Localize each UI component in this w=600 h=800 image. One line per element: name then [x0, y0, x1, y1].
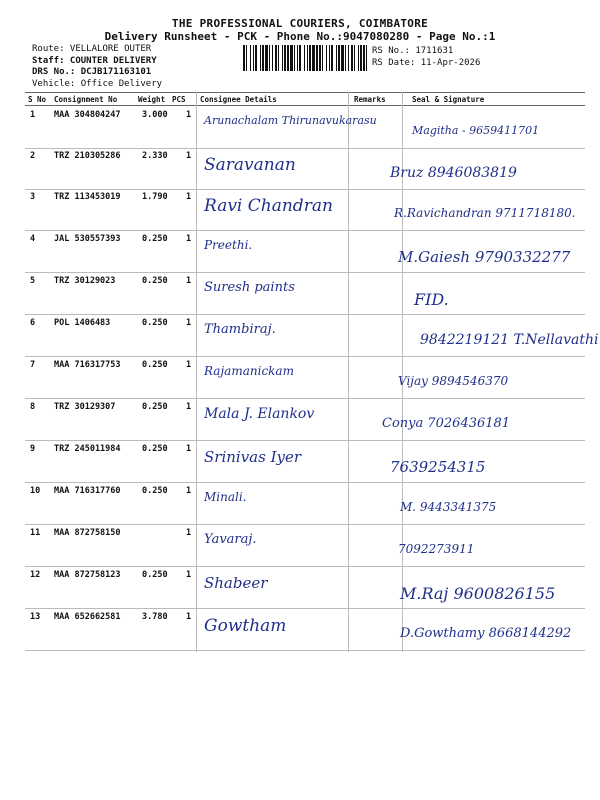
row-divider [25, 230, 585, 231]
barcode-bar [345, 45, 346, 71]
row-divider [25, 440, 585, 441]
row-consignee-handwritten: Gowtham [204, 616, 287, 636]
barcode-bar [360, 45, 362, 71]
row-consignee-handwritten: Shabeer [204, 574, 268, 592]
col-header-consignment: Consignment No [54, 95, 118, 104]
barcode-bar [287, 45, 289, 71]
row-sno: 2 [30, 151, 36, 161]
barcode-bar [363, 45, 365, 71]
row-consignee-handwritten: Yavaraj. [204, 532, 257, 547]
barcode-bar [297, 45, 298, 71]
row-consignee-handwritten: Mala J. Elankov [204, 406, 315, 422]
row-consignment-number: MAA 716317760 [54, 486, 121, 496]
row-pcs: 1 [186, 318, 192, 328]
row-seal-signature: 7092273911 [398, 542, 475, 556]
row-pcs: 1 [186, 151, 192, 161]
row-divider [25, 650, 585, 651]
row-weight: 0.250 [142, 402, 168, 412]
rs-date: RS Date: 11-Apr-2026 [372, 57, 481, 68]
barcode-bar [309, 45, 311, 71]
row-consignment-number: MAA 652662581 [54, 612, 121, 622]
row-weight: 2.330 [142, 151, 168, 161]
row-weight: 0.250 [142, 444, 168, 454]
row-sno: 4 [30, 234, 36, 244]
row-sno: 7 [30, 360, 36, 370]
col-divider-consignee [196, 92, 197, 652]
row-divider [25, 356, 585, 357]
barcode-bar [269, 45, 270, 71]
row-weight: 0.250 [142, 486, 168, 496]
row-sno: 8 [30, 402, 36, 412]
row-weight: 0.250 [142, 318, 168, 328]
barcode-bar [348, 45, 349, 71]
col-divider-remarks [348, 92, 349, 652]
row-sno: 13 [30, 612, 41, 622]
row-divider [25, 398, 585, 399]
row-sno: 1 [30, 110, 36, 120]
row-consignee-handwritten: Preethi. [204, 238, 253, 252]
row-seal-signature: D.Gowthamy 8668144292 [400, 626, 572, 641]
barcode-bar [316, 45, 318, 71]
row-pcs: 1 [186, 570, 192, 580]
row-seal-signature: Conya 7026436181 [382, 416, 511, 431]
row-consignee-handwritten: Saravanan [204, 155, 296, 175]
table-header-rule [25, 105, 585, 106]
barcode-bar [351, 45, 353, 71]
vehicle-label: Vehicle: Office Delivery [32, 78, 163, 89]
barcode-bar [255, 45, 257, 71]
barcode-bar [262, 45, 264, 71]
row-seal-signature: Magitha - 9659411701 [412, 124, 540, 137]
barcode-bar [294, 45, 295, 71]
route-label: Route: VELLALORE OUTER [32, 44, 152, 54]
col-header-pcs: PCS [172, 95, 186, 104]
rs-number: RS No.: 1711631 [372, 46, 454, 56]
row-seal-signature: FID. [414, 290, 449, 309]
row-consignment-number: TRZ 113453019 [54, 192, 121, 202]
row-seal-signature: 9842219121 T.Nellavathi [420, 332, 599, 348]
barcode-bar [331, 45, 333, 71]
row-pcs: 1 [186, 528, 192, 538]
row-consignment-number: JAL 530557393 [54, 234, 121, 244]
row-consignment-number: MAA 304804247 [54, 110, 121, 120]
row-pcs: 1 [186, 192, 192, 202]
row-consignment-number: MAA 716317753 [54, 360, 121, 370]
col-header-weight: Weight [138, 95, 166, 104]
col-header-sno: S No [28, 95, 47, 104]
barcode-bar [278, 45, 279, 71]
drs-number: DRS No.: DCJB171163101 [32, 67, 152, 77]
barcode-bar [250, 45, 251, 71]
row-sno: 9 [30, 444, 36, 454]
row-consignment-number: POL 1406483 [54, 318, 111, 328]
row-seal-signature: M.Gaiesh 9790332277 [398, 248, 571, 266]
row-sno: 3 [30, 192, 36, 202]
row-seal-signature: R.Ravichandran 9711718180. [394, 206, 576, 220]
row-seal-signature: Bruz 8946083819 [390, 165, 517, 181]
row-consignee-handwritten: Arunachalam Thirunavukarasu [204, 114, 377, 127]
row-divider [25, 566, 585, 567]
runsheet-title: Delivery Runsheet - PCK - Phone No.:9047080280 - Page No.:1 [104, 30, 496, 43]
row-weight: 0.250 [142, 570, 168, 580]
barcode-bar [326, 45, 327, 71]
row-consignment-number: TRZ 210305286 [54, 151, 121, 161]
barcode-bar [312, 45, 315, 71]
barcode-bar [304, 45, 305, 71]
col-header-remarks: Remarks [354, 95, 386, 104]
row-divider [25, 189, 585, 190]
row-consignment-number: MAA 872758123 [54, 570, 121, 580]
row-divider [25, 314, 585, 315]
runsheet-meta-left [32, 44, 162, 90]
row-divider [25, 148, 585, 149]
row-pcs: 1 [186, 234, 192, 244]
row-weight: 1.790 [142, 192, 168, 202]
row-pcs: 1 [186, 444, 192, 454]
row-weight: 0.250 [142, 276, 168, 286]
barcode-bar [319, 45, 321, 71]
row-consignment-number: TRZ 30129307 [54, 402, 116, 412]
row-weight: 0.250 [142, 360, 168, 370]
barcode-image [243, 45, 367, 71]
row-divider [25, 272, 585, 273]
row-pcs: 1 [186, 360, 192, 370]
row-sno: 5 [30, 276, 36, 286]
row-consignee-handwritten: Rajamanickam [204, 364, 294, 378]
row-consignee-handwritten: Thambiraj. [204, 322, 276, 337]
row-sno: 6 [30, 318, 36, 328]
barcode-bar [329, 45, 330, 71]
row-divider [25, 524, 585, 525]
barcode-bar [354, 45, 355, 71]
barcode-bar [272, 45, 273, 71]
barcode-bar [253, 45, 254, 71]
runsheet-meta-right [372, 46, 480, 69]
row-seal-signature: Vijay 9894546370 [398, 374, 509, 388]
col-header-seal: Seal & Signature [412, 95, 485, 104]
row-divider [25, 482, 585, 483]
barcode-bar [282, 45, 283, 71]
barcode-bar [260, 45, 261, 71]
row-sno: 10 [30, 486, 41, 496]
row-consignee-handwritten: Minali. [204, 490, 247, 504]
row-divider [25, 608, 585, 609]
barcode-bar [358, 45, 359, 71]
barcode-bar [366, 45, 367, 71]
barcode-bar [246, 45, 247, 71]
barcode-bar [275, 45, 277, 71]
barcode-bar [336, 45, 337, 71]
row-consignment-number: TRZ 245011984 [54, 444, 121, 454]
barcode-bar [284, 45, 286, 71]
row-pcs: 1 [186, 110, 192, 120]
barcode-bar [322, 45, 323, 71]
staff-label: Staff: COUNTER DELIVERY [32, 55, 157, 66]
barcode-bar [299, 45, 301, 71]
row-seal-signature: M. 9443341375 [400, 500, 497, 514]
row-consignee-handwritten: Ravi Chandran [204, 196, 333, 216]
row-consignment-number: TRZ 30129023 [54, 276, 116, 286]
company-name: THE PROFESSIONAL COURIERS, COIMBATORE [171, 17, 429, 30]
row-pcs: 1 [186, 402, 192, 412]
row-weight: 0.250 [142, 234, 168, 244]
row-weight: 3.780 [142, 612, 168, 622]
row-pcs: 1 [186, 276, 192, 286]
table-top-rule [25, 92, 585, 93]
row-consignee-handwritten: Suresh paints [204, 280, 295, 295]
col-header-consignee: Consignee Details [200, 95, 277, 104]
row-seal-signature: M.Raj 9600826155 [400, 584, 556, 603]
barcode-bar [338, 45, 340, 71]
row-consignee-handwritten: Srinivas Iyer [204, 448, 302, 466]
barcode-bar [243, 45, 245, 71]
barcode-bar [341, 45, 344, 71]
row-sno: 11 [30, 528, 41, 538]
row-pcs: 1 [186, 486, 192, 496]
row-weight: 3.000 [142, 110, 168, 120]
barcode-bar [265, 45, 268, 71]
row-pcs: 1 [186, 612, 192, 622]
barcode-bar [290, 45, 293, 71]
barcode-bar [307, 45, 308, 71]
row-sno: 12 [30, 570, 41, 580]
row-seal-signature: 7639254315 [390, 458, 486, 476]
row-consignment-number: MAA 872758150 [54, 528, 121, 538]
